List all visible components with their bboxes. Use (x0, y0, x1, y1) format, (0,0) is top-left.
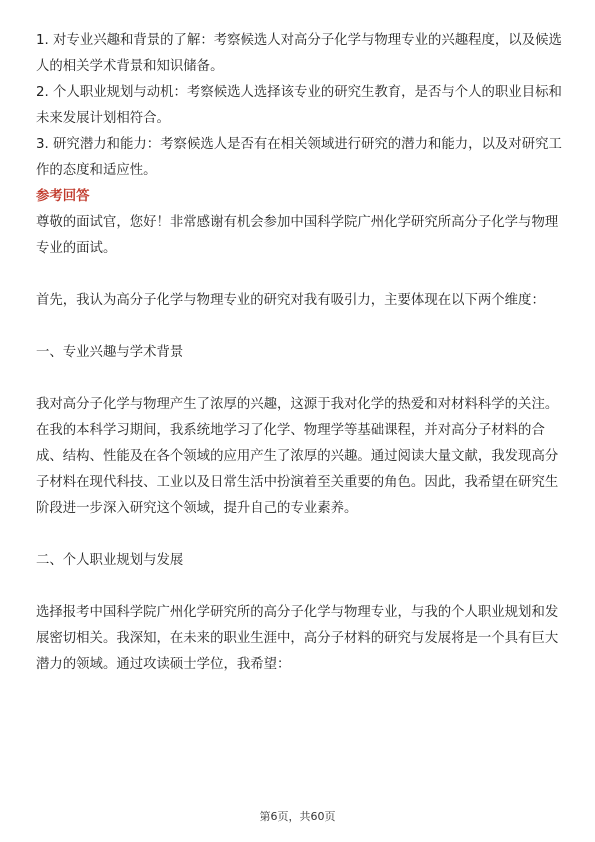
answer-heading: 参考回答 (36, 189, 90, 204)
section-2-body: 选择报考中国科学院广州化学研究所的高分子化学与物理专业，与我的个人职业规划和发展密切相关。我深知，在未来的职业生涯中，高分子材料的研究与发展将是一个具有巨大潜力的领域。通过攻读硕士学位，我希望： (36, 605, 559, 672)
section-1-body: 我对高分子化学与物理产生了浓厚的兴趣，这源于我对化学的热爱和对材料科学的关注。在我的本科学习期间，我系统地学习了化学、物理学等基础课程，并对高分子材料的合成、结构、性能及在各个领域的应用产生了浓厚的兴趣。通过阅读大量文献，我发现高分子材料在现代科技、工业以及日常生活中扮演着至关重要的角色。因此，我希望在研究生阶段进一步深入研究这个领域，提升自己的专业素养。 (36, 397, 559, 516)
criterion-2: 2. 个人职业规划与动机：考察候选人选择该专业的研究生教育，是否与个人的职业目标和未来发展计划相符合。 (36, 85, 562, 126)
section-2-title: 二、个人职业规划与发展 (36, 553, 184, 568)
criterion-1: 1. 对专业兴趣和背景的了解：考察候选人对高分子化学与物理专业的兴趣程度，以及候选人的相关学术背景和知识储备。 (36, 33, 562, 74)
section-1-title: 一、专业兴趣与学术背景 (36, 345, 184, 360)
page-footer: 第6页，共60页 (259, 810, 336, 823)
greeting-paragraph: 尊敬的面试官，您好！非常感谢有机会参加中国科学院广州化学研究所高分子化学与物理专业的面试。 (36, 215, 559, 256)
intro-paragraph: 首先，我认为高分子化学与物理专业的研究对我有吸引力，主要体现在以下两个维度： (36, 293, 545, 308)
document-body (36, 28, 563, 678)
criterion-3: 3. 研究潜力和能力：考察候选人是否有在相关领域进行研究的潜力和能力，以及对研究工作的态度和适应性。 (36, 137, 562, 178)
